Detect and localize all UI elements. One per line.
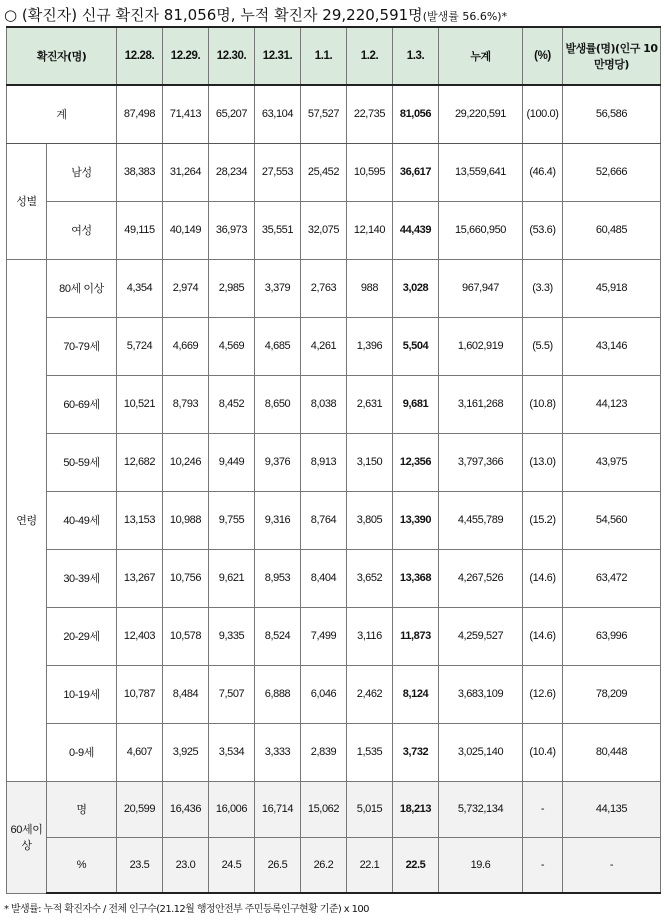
table-cell: (10.8) [523,375,563,433]
table-cell: 78,209 [563,665,661,723]
table-cell: 23.5 [117,837,163,893]
header-percent: (%) [523,27,563,85]
row-label: 80세 이상 [47,259,117,317]
table-cell: 8,953 [255,549,301,607]
table-cell: 12,356 [393,433,439,491]
table-cell: 26.5 [255,837,301,893]
table-cell: 3,161,268 [439,375,523,433]
table-cell: 12,140 [347,201,393,259]
table-cell: 22.1 [347,837,393,893]
table-cell: 2,985 [209,259,255,317]
table-cell: 8,524 [255,607,301,665]
table-cell: 2,462 [347,665,393,723]
table-cell: 54,560 [563,491,661,549]
row-label: 계 [7,85,117,143]
table-cell: 49,115 [117,201,163,259]
title-rate-note: (발생률 56.6%)* [422,10,508,23]
header-row [7,27,661,85]
table-cell: (13.0) [523,433,563,491]
table-cell: (12.6) [523,665,563,723]
row-label: 70-79세 [47,317,117,375]
table-cell: 16,436 [163,781,209,837]
table-cell: 8,650 [255,375,301,433]
header-date: 1.3. [393,27,439,85]
table-cell: 1,602,919 [439,317,523,375]
row-label: 30-39세 [47,549,117,607]
table-cell: 3,732 [393,723,439,781]
table-cell: 8,124 [393,665,439,723]
table-cell: 3,797,366 [439,433,523,491]
table-cell: 8,038 [301,375,347,433]
table-cell: 8,764 [301,491,347,549]
table-cell: 8,913 [301,433,347,491]
table-cell: 3,925 [163,723,209,781]
table-cell: 63,104 [255,85,301,143]
table-cell: 13,559,641 [439,143,523,201]
table-cell: 4,607 [117,723,163,781]
table-cell: 24.5 [209,837,255,893]
table-cell: 3,028 [393,259,439,317]
table-cell: (15.2) [523,491,563,549]
row-label: 0-9세 [47,723,117,781]
confirmed-cases-table [6,26,661,894]
table-cell: 15,062 [301,781,347,837]
table-cell: 16,714 [255,781,301,837]
row-label: 남성 [47,143,117,201]
table-cell: 4,669 [163,317,209,375]
table-cell: 57,527 [301,85,347,143]
row-label: 60-69세 [47,375,117,433]
table-cell: (5.5) [523,317,563,375]
header-date: 12.29. [163,27,209,85]
table-cell: 6,888 [255,665,301,723]
row-label: 20-29세 [47,607,117,665]
table-row [7,143,661,201]
table-cell: 15,660,950 [439,201,523,259]
header-date: 12.30. [209,27,255,85]
table-cell: 4,455,789 [439,491,523,549]
table-cell: (100.0) [523,85,563,143]
table-row [7,665,661,723]
row-label: 40-49세 [47,491,117,549]
header-date: 1.2. [347,27,393,85]
table-cell: 3,150 [347,433,393,491]
table-row [7,607,661,665]
table-cell: 8,452 [209,375,255,433]
table-cell: 5,724 [117,317,163,375]
table-cell: 13,390 [393,491,439,549]
table-cell: 65,207 [209,85,255,143]
table-cell: 63,472 [563,549,661,607]
table-cell: 4,569 [209,317,255,375]
table-cell: 19.6 [439,837,523,893]
table-cell: 10,246 [163,433,209,491]
table-cell: 2,631 [347,375,393,433]
table-cell: 32,075 [301,201,347,259]
row-label: 50-59세 [47,433,117,491]
table-cell: 12,682 [117,433,163,491]
section-title [4,4,664,26]
header-date: 12.31. [255,27,301,85]
table-cell: 4,685 [255,317,301,375]
table-cell: 25,452 [301,143,347,201]
table-cell: 3,534 [209,723,255,781]
group-label-sex: 성별 [7,143,47,259]
table-cell: 2,974 [163,259,209,317]
header-date: 1.1. [301,27,347,85]
table-cell: 10,787 [117,665,163,723]
table-cell: 43,146 [563,317,661,375]
table-cell: 87,498 [117,85,163,143]
table-cell: 56,586 [563,85,661,143]
table-cell: 4,261 [301,317,347,375]
table-cell: 29,220,591 [439,85,523,143]
table-cell: 4,259,527 [439,607,523,665]
table-cell: 43,975 [563,433,661,491]
table-cell: - [563,837,661,893]
table-cell: 7,499 [301,607,347,665]
table-cell: 9,755 [209,491,255,549]
table-cell: 22.5 [393,837,439,893]
table-cell: 9,621 [209,549,255,607]
table-row [7,837,661,893]
table-cell: 81,056 [393,85,439,143]
table-row [7,433,661,491]
table-cell: 988 [347,259,393,317]
table-cell: 11,873 [393,607,439,665]
table-cell: 45,918 [563,259,661,317]
table-cell: 80,448 [563,723,661,781]
header-cumulative: 누계 [439,27,523,85]
table-cell: 3,116 [347,607,393,665]
row-label: 여성 [47,201,117,259]
table-row [7,259,661,317]
table-cell: 10,578 [163,607,209,665]
table-cell: 3,805 [347,491,393,549]
table-cell: 3,652 [347,549,393,607]
table-cell: 2,763 [301,259,347,317]
table-cell: 35,551 [255,201,301,259]
title-main: (확진자) 신규 확진자 81,056명, 누적 확진자 29,220,591명 [21,6,423,24]
table-cell: 63,996 [563,607,661,665]
table-cell: 4,354 [117,259,163,317]
table-cell: 60,485 [563,201,661,259]
table-cell: 38,383 [117,143,163,201]
table-cell: 3,379 [255,259,301,317]
table-cell: 27,553 [255,143,301,201]
table-cell: 44,135 [563,781,661,837]
table-cell: 44,123 [563,375,661,433]
table-cell: 967,947 [439,259,523,317]
table-cell: 9,449 [209,433,255,491]
table-cell: 18,213 [393,781,439,837]
table-cell: 44,439 [393,201,439,259]
table-cell: 3,333 [255,723,301,781]
table-cell: 40,149 [163,201,209,259]
table-cell: 28,234 [209,143,255,201]
table-cell: 26.2 [301,837,347,893]
table-cell: 8,404 [301,549,347,607]
table-cell: 23.0 [163,837,209,893]
table-cell: 5,732,134 [439,781,523,837]
table-cell: 13,267 [117,549,163,607]
table-cell: 71,413 [163,85,209,143]
table-cell: 9,335 [209,607,255,665]
table-cell: 31,264 [163,143,209,201]
table-cell: (10.4) [523,723,563,781]
table-cell: 9,316 [255,491,301,549]
header-date: 12.28. [117,27,163,85]
table-cell: 10,988 [163,491,209,549]
row-label: 명 [47,781,117,837]
table-cell: 36,617 [393,143,439,201]
table-row [7,317,661,375]
table-cell: 52,666 [563,143,661,201]
circle-bullet-icon: ○ [4,6,18,24]
table-cell: (46.4) [523,143,563,201]
header-incidence-rate: 발생률(명)(인구 10만명당) [563,27,661,85]
row-label: % [47,837,117,893]
table-row [7,723,661,781]
table-cell: 9,681 [393,375,439,433]
table-row [7,375,661,433]
group-label-age: 연령 [7,259,47,781]
table-cell: 9,376 [255,433,301,491]
table-cell: 10,756 [163,549,209,607]
footnote: * 발생률: 누적 확진자수 / 전체 인구수(21.12월 행정안전부 주민등록인구현황 기준) x 100 [4,904,369,915]
table-cell: 3,683,109 [439,665,523,723]
table-row [7,491,661,549]
table-cell: 1,396 [347,317,393,375]
table-cell: 5,015 [347,781,393,837]
table-cell: - [523,837,563,893]
row-label: 10-19세 [47,665,117,723]
header-category: 확진자(명) [7,27,117,85]
table-cell: 8,793 [163,375,209,433]
table-cell: 4,267,526 [439,549,523,607]
group-label-over60: 60세이상 [7,781,47,893]
table-cell: 3,025,140 [439,723,523,781]
table-cell: 10,595 [347,143,393,201]
table-cell: (53.6) [523,201,563,259]
table-cell: 22,735 [347,85,393,143]
table-cell: 1,535 [347,723,393,781]
table-cell: 10,521 [117,375,163,433]
table-cell: 6,046 [301,665,347,723]
table-cell: (14.6) [523,549,563,607]
table-row [7,549,661,607]
table-cell: 2,839 [301,723,347,781]
table-row [7,201,661,259]
table-cell: 36,973 [209,201,255,259]
table-cell: 20,599 [117,781,163,837]
table-cell: 13,368 [393,549,439,607]
table-cell: 5,504 [393,317,439,375]
table-cell: 12,403 [117,607,163,665]
table-cell: 13,153 [117,491,163,549]
table-cell: (14.6) [523,607,563,665]
table-cell: - [523,781,563,837]
table-cell: 7,507 [209,665,255,723]
table-cell: 16,006 [209,781,255,837]
table-row [7,781,661,837]
table-row [7,85,661,143]
table-cell: 8,484 [163,665,209,723]
table-cell: (3.3) [523,259,563,317]
